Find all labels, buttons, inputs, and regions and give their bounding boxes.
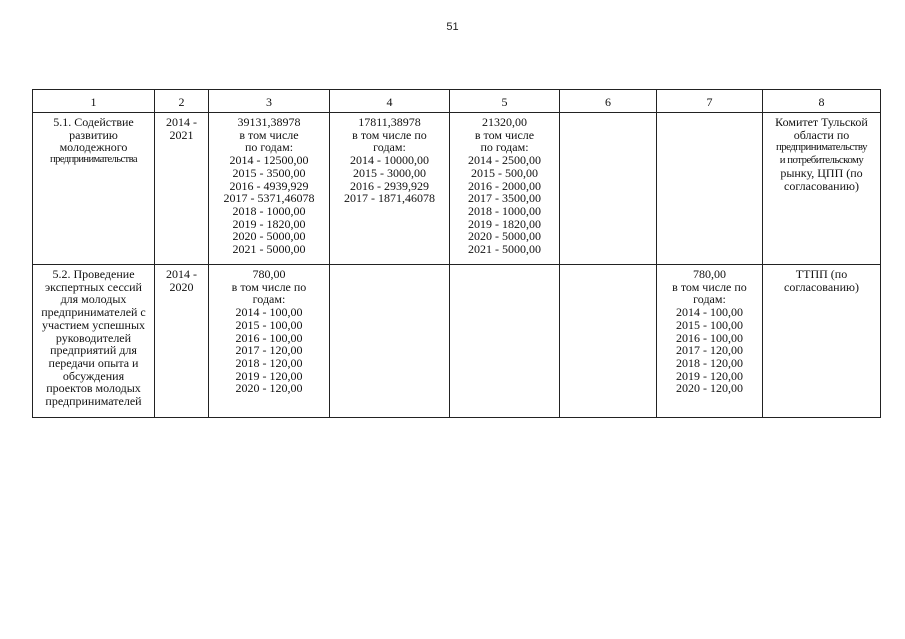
cell-text-line: годам: bbox=[373, 140, 406, 155]
cell-text-line: 2018 - 120,00 bbox=[676, 355, 743, 370]
cell-text-line: 2021 bbox=[169, 127, 194, 142]
cell-text-line: 17811,38978 bbox=[358, 115, 421, 129]
cell-text-line: руководителей bbox=[55, 330, 132, 345]
cell-text-line: области по bbox=[793, 127, 850, 142]
total-funding-cell bbox=[209, 113, 330, 265]
cell-text-line: 2014 - 100,00 bbox=[235, 305, 303, 320]
cell-text-line: 2014 - 10000,00 bbox=[350, 153, 429, 168]
cell-text-line: 2021 - 5000,00 bbox=[468, 242, 541, 257]
column-header-5: 5 bbox=[450, 90, 560, 113]
cell-text-line: 2016 - 2000,00 bbox=[468, 178, 541, 193]
funding-col7-cell bbox=[657, 113, 763, 265]
cell-text-line: 2014 - bbox=[166, 267, 197, 281]
cell-text-line: 2018 - 1000,00 bbox=[232, 203, 306, 218]
cell-text-line: развитию bbox=[69, 127, 118, 142]
cell-text-line: по годам: bbox=[480, 140, 529, 155]
cell-text-line: 2020 bbox=[169, 279, 194, 294]
cell-text-line: 2017 - 120,00 bbox=[235, 343, 303, 358]
period-cell bbox=[155, 265, 209, 418]
column-header-1: 1 bbox=[33, 90, 155, 113]
cell-text-line: 2020 - 120,00 bbox=[676, 381, 743, 396]
cell-text-line: 2018 - 120,00 bbox=[235, 355, 303, 370]
cell-text-line: в том числе bbox=[239, 127, 299, 142]
page-number: 51 bbox=[446, 21, 459, 33]
cell-text-line: 2015 - 3000,00 bbox=[353, 165, 426, 180]
cell-text-line: 2017 - 120,00 bbox=[676, 343, 743, 358]
column-header-2: 2 bbox=[155, 90, 209, 113]
cell-text-line: 2015 - 500,00 bbox=[471, 165, 538, 180]
cell-text-line: согласованию) bbox=[784, 279, 859, 294]
cell-text-line: годам: bbox=[693, 292, 726, 307]
column-header-3: 3 bbox=[209, 90, 330, 113]
cell-text-line: 2019 - 120,00 bbox=[676, 368, 743, 383]
cell-text-line: рынку, ЦПП (по bbox=[780, 165, 863, 180]
period-cell bbox=[155, 113, 209, 265]
funding-col5-cell bbox=[450, 113, 560, 265]
measure-name-cell bbox=[33, 265, 155, 418]
cell-text-line: 2014 - 100,00 bbox=[676, 305, 743, 320]
funding-col4-cell bbox=[330, 265, 450, 418]
cell-text-line: для молодых bbox=[60, 292, 127, 307]
cell-text-line: 2016 - 100,00 bbox=[235, 330, 303, 345]
cell-text-line: по годам: bbox=[244, 140, 294, 155]
cell-text-line: в том числе по bbox=[672, 279, 747, 294]
cell-text-line: предприятий для bbox=[50, 343, 137, 358]
cell-text-line: 2019 - 120,00 bbox=[235, 368, 303, 383]
funding-col4-cell bbox=[330, 113, 450, 265]
column-header-4: 4 bbox=[330, 90, 450, 113]
cell-text-line: 21320,00 bbox=[482, 115, 527, 129]
cell-text-line: предпринимательству bbox=[775, 141, 868, 154]
cell-text-line: 2014 - 2500,00 bbox=[468, 153, 541, 168]
cell-text-line: 780,00 bbox=[693, 267, 726, 281]
cell-text-line: молодежного bbox=[59, 140, 128, 155]
cell-text-line: 2021 - 5000,00 bbox=[232, 242, 306, 257]
cell-text-line: 2018 - 1000,00 bbox=[468, 203, 541, 218]
cell-text-line: 39131,38978 bbox=[237, 115, 301, 129]
cell-text-line: в том числе по bbox=[352, 127, 427, 142]
funding-col5-cell bbox=[450, 265, 560, 418]
cell-text-line: 5.1. Содействие bbox=[53, 115, 134, 129]
cell-text-line: 780,00 bbox=[252, 267, 286, 281]
funding-col6-cell bbox=[560, 265, 657, 418]
cell-text-line: 2017 - 3500,00 bbox=[468, 191, 541, 206]
cell-text-line: проектов молодых bbox=[46, 381, 141, 396]
cell-text-line: 2015 - 100,00 bbox=[676, 317, 743, 332]
responsible-cell bbox=[763, 265, 881, 418]
cell-text-line: 2017 - 1871,46078 bbox=[344, 191, 435, 206]
cell-text-line: предпринимателей с bbox=[41, 305, 146, 320]
table-row bbox=[33, 265, 881, 418]
cell-text-line: 2020 - 5000,00 bbox=[468, 229, 541, 244]
cell-text-line: годам: bbox=[252, 292, 286, 307]
cell-text-line: участием успешных bbox=[41, 317, 146, 332]
cell-text-line: ТТПП (по bbox=[795, 267, 848, 281]
cell-text-line: 5.2. Проведение bbox=[52, 267, 135, 281]
program-measures-table bbox=[32, 89, 881, 418]
cell-text-line: 2014 - bbox=[166, 115, 197, 129]
cell-text-line: в том числе по bbox=[231, 279, 307, 294]
cell-text-line: согласованию) bbox=[784, 178, 859, 193]
cell-text-line: Комитет Тульской bbox=[775, 115, 868, 129]
cell-text-line: 2020 - 120,00 bbox=[235, 381, 303, 396]
funding-col6-cell bbox=[560, 113, 657, 265]
cell-text-line: экспертных сессий bbox=[45, 279, 142, 294]
column-header-7: 7 bbox=[657, 90, 763, 113]
total-funding-cell bbox=[209, 265, 330, 418]
cell-text-line: предпринимателей bbox=[45, 394, 142, 409]
measure-name-cell bbox=[33, 113, 155, 265]
cell-text-line: 2019 - 1820,00 bbox=[468, 216, 541, 231]
cell-text-line: 2015 - 100,00 bbox=[235, 317, 303, 332]
table-row bbox=[33, 113, 881, 265]
cell-text-line: и потребительскому bbox=[779, 154, 864, 167]
cell-text-line: обсуждения bbox=[62, 368, 125, 383]
cell-text-line: 2016 - 2939,929 bbox=[350, 178, 429, 193]
column-header-8: 8 bbox=[763, 90, 881, 113]
responsible-cell bbox=[763, 113, 881, 265]
cell-text-line: 2020 - 5000,00 bbox=[232, 229, 306, 244]
cell-text-line: 2016 - 100,00 bbox=[676, 330, 743, 345]
cell-text-line: 2017 - 5371,46078 bbox=[223, 191, 315, 206]
funding-col7-cell bbox=[657, 265, 763, 418]
cell-text-line: 2015 - 3500,00 bbox=[232, 165, 306, 180]
cell-text-line: 2016 - 4939,929 bbox=[229, 178, 309, 193]
header-row bbox=[33, 90, 881, 113]
column-header-6: 6 bbox=[560, 90, 657, 113]
cell-text-line: 2014 - 12500,00 bbox=[229, 153, 309, 168]
cell-text-line: передачи опыта и bbox=[48, 355, 139, 370]
cell-text-line: в том числе bbox=[474, 127, 535, 142]
cell-text-line: предпринимательства bbox=[50, 154, 137, 166]
cell-text-line: 2019 - 1820,00 bbox=[232, 216, 306, 231]
